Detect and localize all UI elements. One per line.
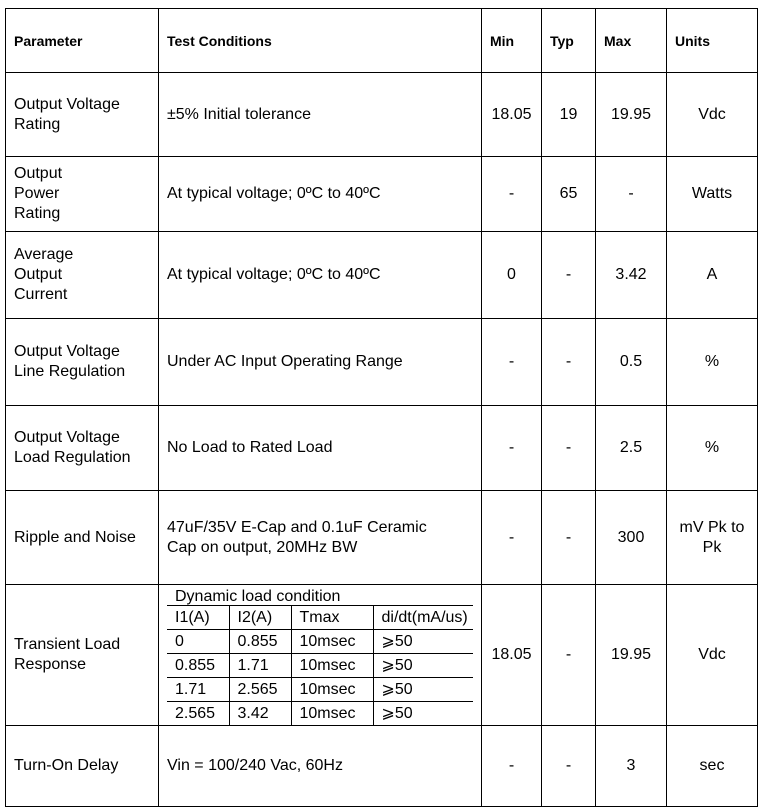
parameter-line: Rating [14, 115, 61, 133]
dynamic-row [167, 678, 473, 702]
parameter-line: Response [14, 656, 87, 673]
units-cell [667, 491, 758, 585]
max-cell: 19.95 [596, 585, 667, 726]
units-cell: A [667, 232, 758, 319]
dynamic-cell: 0 [167, 630, 229, 654]
condition-cell: ±5% Initial tolerance [159, 73, 482, 157]
parameter-line: Transient Load [14, 636, 121, 653]
header-max: Max [596, 9, 667, 73]
typ-cell: - [542, 726, 596, 807]
dynamic-cell: ⩾50 [373, 654, 473, 678]
units-cell: % [667, 406, 758, 491]
max-cell: - [596, 157, 667, 232]
parameter-cell: Turn-On Delay [6, 726, 159, 807]
min-cell: - [482, 491, 542, 585]
min-cell: - [482, 406, 542, 491]
parameter-line: Load Regulation [14, 449, 131, 466]
condition-cell: No Load to Rated Load [159, 406, 482, 491]
table-row [6, 726, 758, 807]
max-cell: 0.5 [596, 319, 667, 406]
dynamic-cell: 2.565 [167, 702, 229, 726]
dynamic-cell: 10msec [291, 702, 373, 726]
dynamic-cell: 0.855 [229, 630, 291, 654]
dynamic-header-cell: I2(A) [229, 606, 291, 630]
parameter-cell [6, 157, 159, 232]
dynamic-cell: 10msec [291, 678, 373, 702]
parameter-line: Current [14, 286, 68, 303]
typ-cell: - [542, 319, 596, 406]
max-cell: 300 [596, 491, 667, 585]
typ-cell: - [542, 232, 596, 319]
dynamic-load-title: Dynamic load condition [175, 588, 341, 605]
units-cell: % [667, 319, 758, 406]
parameter-cell: Ripple and Noise [6, 491, 159, 585]
units-cell: Watts [667, 157, 758, 232]
typ-cell: - [542, 406, 596, 491]
spec-table [5, 8, 758, 807]
dynamic-cell: 1.71 [167, 678, 229, 702]
condition-cell: At typical voltage; 0ºC to 40ºC [159, 232, 482, 319]
dynamic-header-cell: I1(A) [167, 606, 229, 630]
header-test-conditions: Test Conditions [159, 9, 482, 73]
dynamic-row [167, 630, 473, 654]
header-parameter: Parameter [6, 9, 159, 73]
condition-cell: At typical voltage; 0ºC to 40ºC [159, 157, 482, 232]
parameter-cell [6, 585, 159, 726]
dynamic-header-cell: Tmax [291, 606, 373, 630]
dynamic-row [167, 702, 473, 726]
max-cell: 3.42 [596, 232, 667, 319]
min-cell: 18.05 [482, 73, 542, 157]
dynamic-row [167, 654, 473, 678]
min-cell: 0 [482, 232, 542, 319]
dynamic-cell: 0.855 [167, 654, 229, 678]
dynamic-header-row [167, 606, 473, 630]
units-line: mV Pk to [679, 518, 745, 536]
table-row [6, 585, 758, 726]
condition-cell [159, 491, 482, 585]
min-cell: - [482, 726, 542, 807]
dynamic-load-cell [159, 585, 482, 726]
parameter-word: Output Power [14, 165, 63, 202]
parameter-line: Output Voltage [14, 343, 120, 360]
table-row [6, 406, 758, 491]
condition-cell: Under AC Input Operating Range [159, 319, 482, 406]
parameter-line: Output Voltage [14, 429, 120, 446]
condition-line: Cap on output, 20MHz BW [167, 538, 358, 556]
dynamic-cell: 3.42 [229, 702, 291, 726]
parameter-cell [6, 73, 159, 157]
dynamic-load-table [167, 605, 473, 725]
condition-cell: Vin = 100/240 Vac, 60Hz [159, 726, 482, 807]
min-cell: - [482, 319, 542, 406]
parameter-line: Line Regulation [14, 363, 126, 380]
units-cell: Vdc [667, 73, 758, 157]
parameter-cell [6, 319, 159, 406]
table-row [6, 157, 758, 232]
units-line: Pk [702, 538, 722, 556]
dynamic-header-cell: di/dt(mA/us) [373, 606, 473, 630]
condition-line: 47uF/35V E-Cap and 0.1uF Ceramic [167, 518, 427, 536]
header-min: Min [482, 9, 542, 73]
table-row [6, 73, 758, 157]
dynamic-cell: ⩾50 [373, 630, 473, 654]
header-row [6, 9, 758, 73]
typ-cell: - [542, 491, 596, 585]
typ-cell: 65 [542, 157, 596, 232]
parameter-line-justified [14, 164, 150, 204]
table-row [6, 491, 758, 585]
dynamic-cell: 10msec [291, 630, 373, 654]
max-cell: 2.5 [596, 406, 667, 491]
header-typ: Typ [542, 9, 596, 73]
dynamic-cell: 2.565 [229, 678, 291, 702]
min-cell: - [482, 157, 542, 232]
table-row [6, 319, 758, 406]
parameter-line: Average Output [14, 246, 74, 283]
dynamic-cell: ⩾50 [373, 678, 473, 702]
parameter-line: Rating [14, 205, 61, 222]
units-cell: sec [667, 726, 758, 807]
units-cell: Vdc [667, 585, 758, 726]
parameter-cell [6, 232, 159, 319]
header-units: Units [667, 9, 758, 73]
min-cell: 18.05 [482, 585, 542, 726]
dynamic-cell: 1.71 [229, 654, 291, 678]
typ-cell: - [542, 585, 596, 726]
typ-cell: 19 [542, 73, 596, 157]
max-cell: 3 [596, 726, 667, 807]
parameter-cell [6, 406, 159, 491]
max-cell: 19.95 [596, 73, 667, 157]
table-row [6, 232, 758, 319]
parameter-line: Output Voltage [14, 95, 120, 113]
dynamic-cell: 10msec [291, 654, 373, 678]
dynamic-cell: ⩾50 [373, 702, 473, 726]
